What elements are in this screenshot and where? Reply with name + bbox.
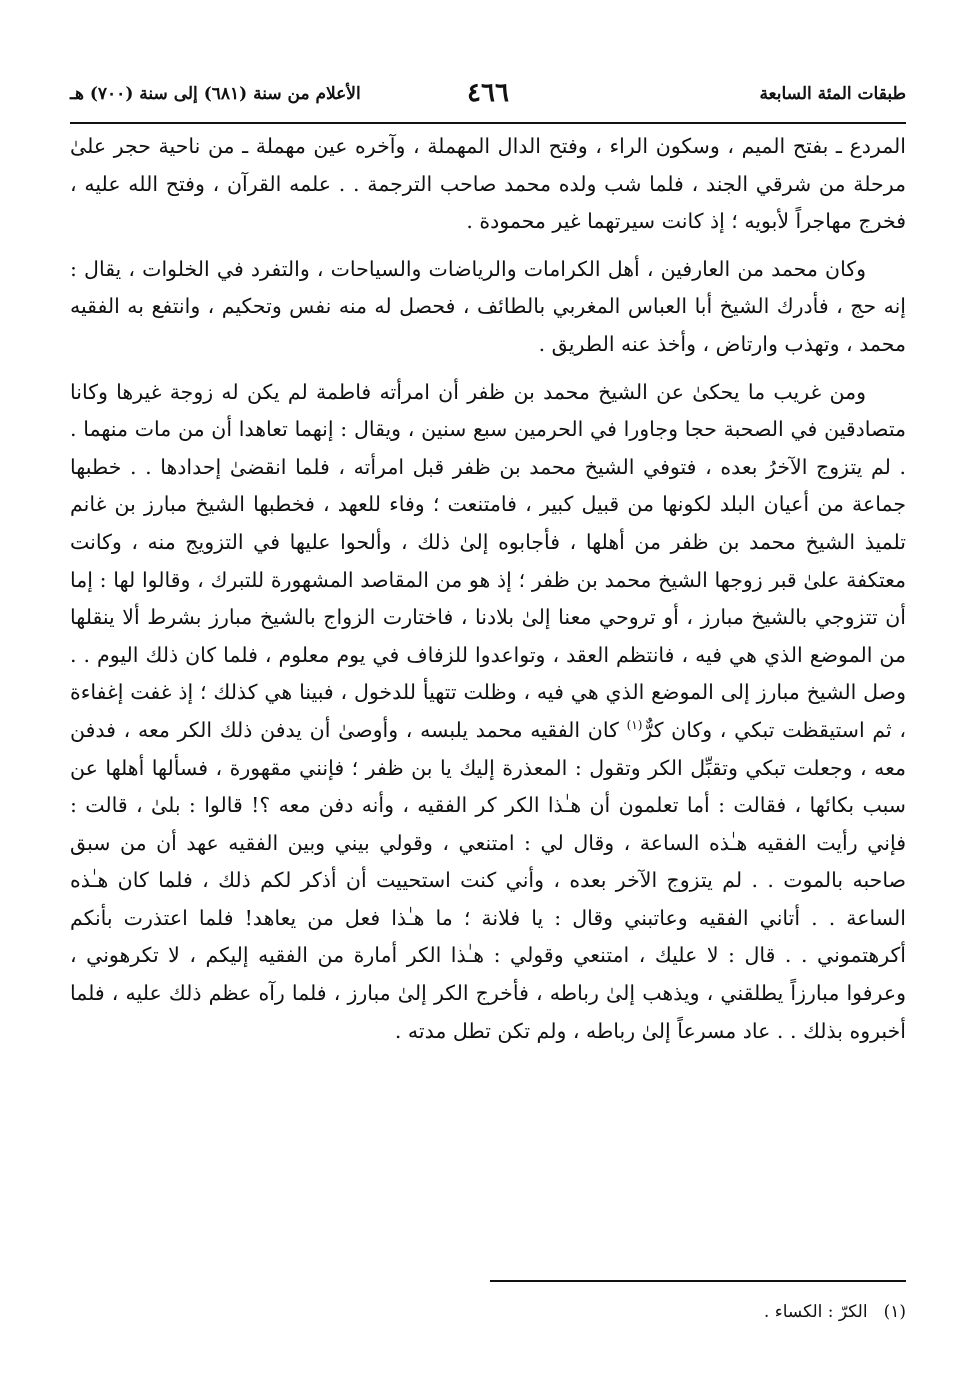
footnote-reference: (١) bbox=[626, 718, 643, 733]
paragraph-1: المردع ـ بفتح الميم ، وسكون الراء ، وفتح الدال المهملة ، وآخره عين مهملة ـ من ناحية حجر علىٰ مرحلة من شرقي الجند ، فلما شب ولده محمد صاحب الترجمة . . علمه القرآن ، وفتح الله عليه ، فخرج مهاجراً لأبويه ؛ إذ كانت سيرتهما غير محمودة . bbox=[70, 134, 906, 234]
header-divider bbox=[70, 122, 906, 124]
paragraph-3-part-2: كان الفقيه محمد يلبسه ، وأوصىٰ أن يدفن ذلك الكر معه ، فدفن معه ، وجعلت تبكي وتقبِّل الكر وتقول : المعذرة إليك يا بن ظفر ؛ فإنني مقهورة ، فسألها أهلها عن سبب بكائها ، فقالت : أما تعلمون أن هـٰذا الكر كر الفقيه ، وأنه دفن معه ؟! قالوا : بلىٰ ، قالت : فإني رأيت الفقيه هـٰذه الساعة ، وقال لي : امتنعي ، وقولي بيني وبين الفقيه عهد أن من سبق صاحبه بالموت . . لم يتزوج الآخر بعده ، وأني كنت استحييت أن أذكر لكم ذلك ، فلما كان هـٰذه الساعة . . أتاني الفقيه وعاتبني وقال : يا فلانة ؛ ما هـٰذا فعل من يعاهد! فلما اعتذرت بأنكم أكرهتموني . . قال : لا عليك ، امتنعي وقولي : هـٰذا الكر أمارة من الفقيه إليكم ، لا تكرهوني ، وعرفوا مبارزاً يطلقني ، ويذهب إلىٰ رباطه ، فأخرج الكر إلىٰ مبارز ، فلما رآه عظم ذلك عليه ، فلما أخبروه بذلك . . عاد مسرعاً إلىٰ رباطه ، ولم تكن تطل مدته . bbox=[70, 717, 906, 1043]
page-number: ٤٦٦ bbox=[467, 78, 509, 108]
main-text bbox=[70, 128, 906, 1060]
running-header bbox=[70, 78, 906, 118]
paragraph-3-part-1: ومن غريب ما يحكىٰ عن الشيخ محمد بن ظفر أن امرأته فاطمة لم يكن له زوجة غيرها وكانا متصادقين في الصحبة حجا وجاورا في الحرمين سبع سنين ، ويقال : إنهما تعاهدا أن من مات منهما . . لم يتزوج الآخرُ بعده ، فتوفي الشيخ محمد بن ظفر قبل امرأته ، فلما انقضىٰ إحدادها . . خطبها جماعة من أعيان البلد لكونها من قبيل كبير ، فامتنعت ؛ وفاء للعهد ، فخطبها الشيخ مبارز بن غانم تلميذ الشيخ محمد بن ظفر من أهلها ، فأجابوه إلىٰ ذلك ، وألحوا عليها في التزويج منه ، وكانت معتكفة علىٰ قبر زوجها الشيخ محمد بن ظفر ؛ إذ هو من المقاصد المشهورة للتبرك ، وقالوا لها : إما أن تتزوجي بالشيخ مبارز ، أو تروحي معنا إلىٰ بلادنا ، فاختارت الزواج بالشيخ مبارز بشرط ألا ينقلها من الموضع الذي هي فيه ، فانتظم العقد ، وتواعدوا للزفاف في يوم معلوم ، فلما كان ذلك اليوم . . وصل الشيخ مبارز إلى الموضع الذي هي فيه ، وظلت تتهيأ للدخول ، فبينا هي كذلك ؛ إذ غفت إغفاءة ، ثم استيقظت تبكي ، وكان كرٌّ bbox=[70, 379, 906, 742]
footnote bbox=[70, 1302, 906, 1322]
paragraph-2: وكان محمد من العارفين ، أهل الكرامات والرياضات والسياحات ، والتفرد في الخلوات ، يقال : إنه حج ، فأدرك الشيخ أبا العباس المغربي بالطائف ، فحصل له منه نفس وتحكيم ، وانتفع به الفقيه محمد ، وتهذب وارتاض ، وأخذ عنه الطريق . bbox=[70, 256, 906, 356]
footnote-text: الكرّ : الكساء . bbox=[763, 1302, 868, 1322]
header-section-title: طبقات المئة السابعة bbox=[759, 84, 906, 104]
footnote-number: (١) bbox=[883, 1302, 906, 1322]
footnote-divider bbox=[490, 1280, 906, 1282]
header-years-title: الأعلام من سنة (٦٨١) إلى سنة (٧٠٠) هـ bbox=[70, 84, 361, 104]
paragraph-3 bbox=[70, 374, 906, 1051]
